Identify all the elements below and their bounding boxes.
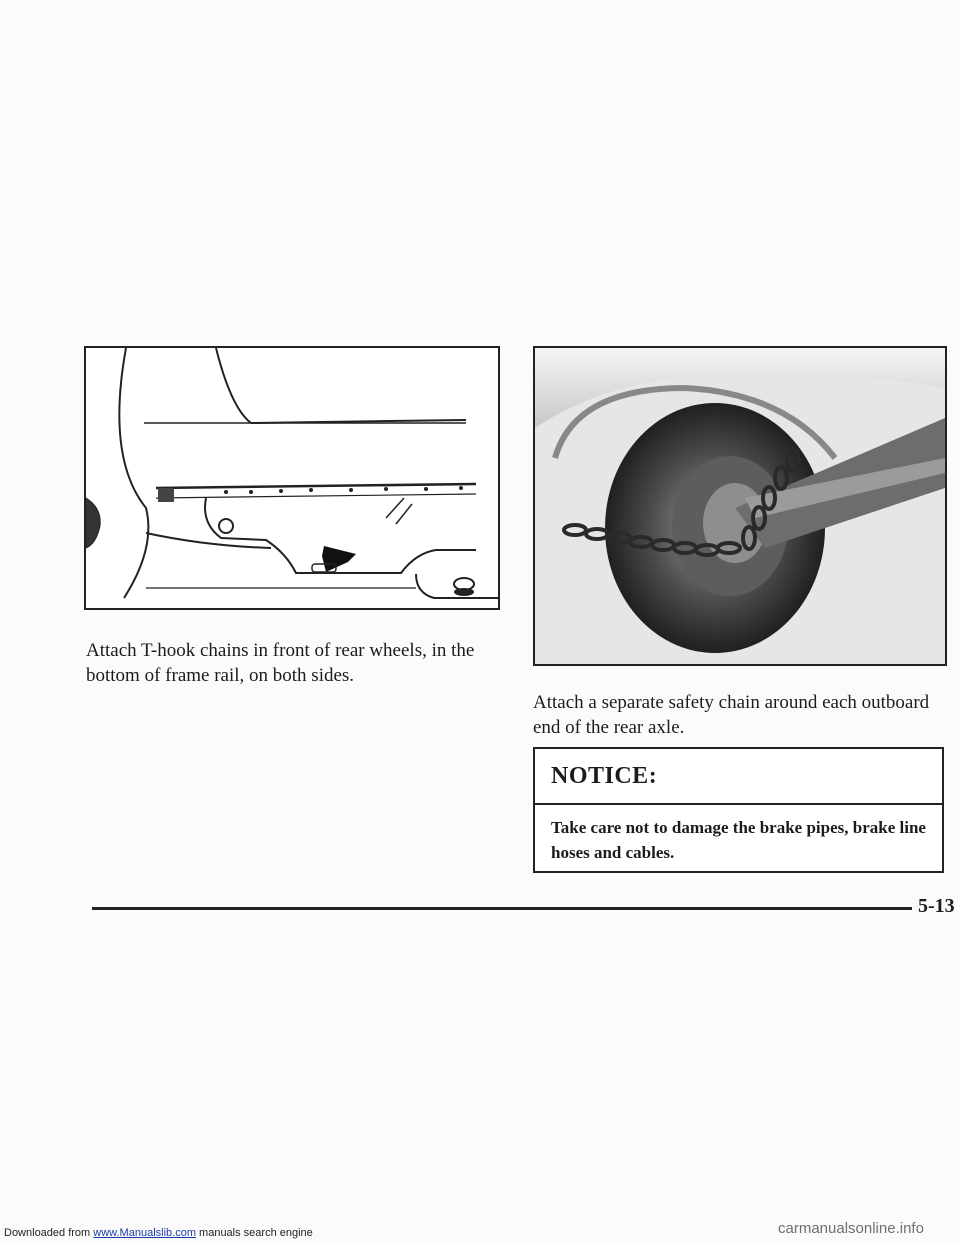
frame-rail-line-drawing [86, 348, 498, 608]
left-figure-caption: Attach T-hook chains in front of rear wheels, in the bottom of frame rail, on both sides. [86, 640, 475, 686]
download-banner-prefix: Downloaded from [4, 1227, 94, 1239]
t-hook-frame-rail-illustration [84, 346, 500, 610]
notice-body: Take care not to damage the brake pipes, brake line hoses and cables. [551, 818, 926, 862]
axle-chain-photo-rendering [535, 348, 945, 664]
right-figure-caption: Attach a separate safety chain around each outboard end of the rear axle. [533, 692, 930, 738]
notice-heading: NOTICE: [535, 749, 942, 805]
notice-box [533, 747, 944, 873]
watermark-text: carmanualsonline.info [778, 1220, 924, 1237]
page-number: 5-13 [918, 895, 955, 917]
download-banner [4, 1227, 313, 1239]
safety-chain-axle-photo [533, 346, 947, 666]
manualslib-link[interactable]: www.Manualslib.com [93, 1227, 196, 1239]
footer-rule [92, 907, 912, 910]
download-banner-suffix: manuals search engine [195, 1227, 313, 1239]
